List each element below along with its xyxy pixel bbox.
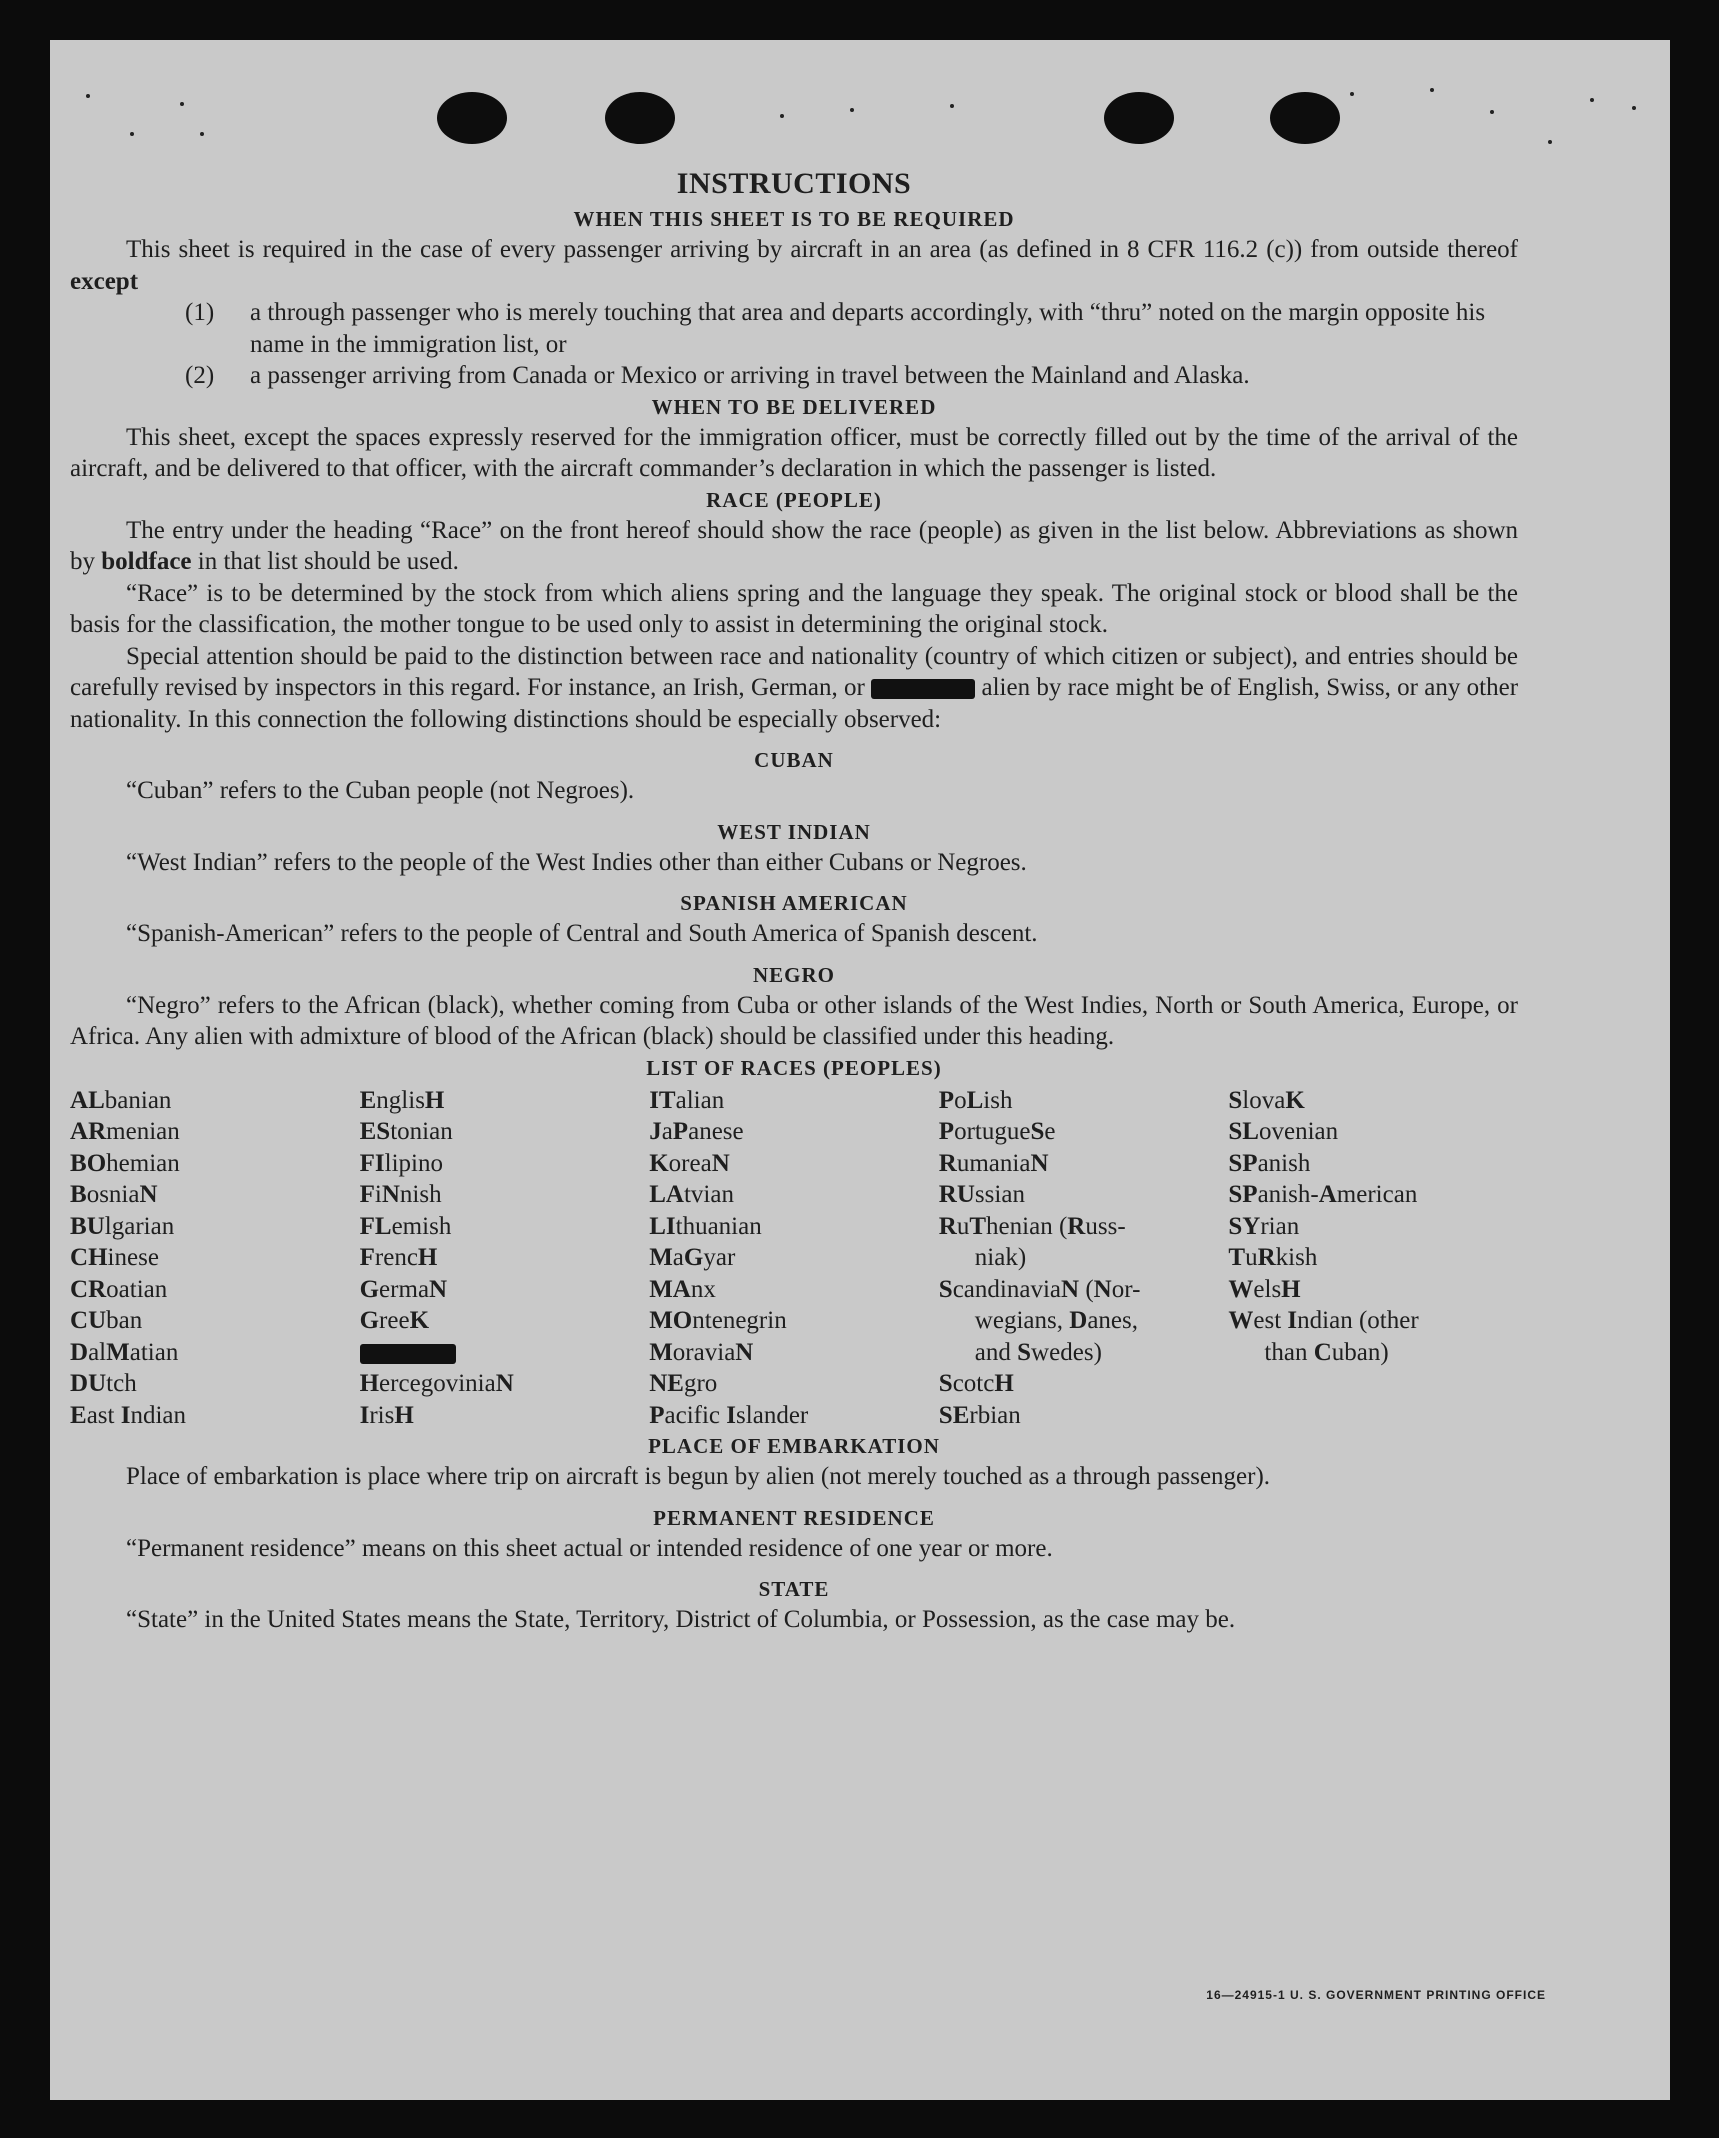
race-entry: wegians, Danes, [974,1307,1139,1334]
race-entry: BosniaN [70,1181,158,1208]
race-entry: BUlgarian [70,1212,175,1240]
race-entry: ALbanian [70,1086,172,1114]
race-entry: ScotcH [938,1370,1014,1397]
race-entry: West Indian (other [1228,1307,1419,1334]
race-entry: CHinese [70,1244,159,1271]
page-title: INSTRUCTIONS [676,167,912,200]
section-heading: NEGRO [752,962,835,987]
race-entry: ARmenian [70,1118,180,1145]
paragraph: “Cuban” refers to the Cuban people (not Negroes). [126,777,635,804]
race-entry: SPanish-American [1228,1181,1418,1208]
section-heading: WHEN THIS SHEET IS TO BE REQUIRED [573,207,1015,231]
section-heading: STATE [758,1577,830,1601]
section-heading: CUBAN [754,748,834,772]
race-entry: SPanish [1228,1149,1311,1177]
paragraph: “Spanish-American” refers to the people of Central and South America of Spanish descent. [126,920,1038,947]
race-entry: GermaN [359,1275,448,1303]
race-entry: CUban [70,1307,143,1334]
paragraph: “Permanent residence” means on this sheet actual or intended residence of one year or more. [126,1534,1053,1562]
race-entry: RUssian [938,1181,1025,1208]
punch-hole [1104,92,1174,144]
redaction-mark [871,679,975,699]
race-entry: East Indian [70,1401,187,1429]
race-entry: SLovenian [1228,1118,1339,1145]
race-entry: KoreaN [649,1149,730,1177]
race-entry: LAtvian [649,1181,734,1208]
list-item: (1) a through passenger who is merely touching that area and departs accordingly, with “thru” noted on the margin opposite his name in the immigration list, or [185,299,1486,358]
section-heading: RACE (PEOPLE) [706,487,882,512]
race-entry: FiNnish [359,1181,442,1208]
punch-hole [605,92,675,144]
race-entry: FLemish [359,1212,452,1240]
race-entry: DalMatian [70,1338,179,1366]
punch-hole [1270,92,1340,144]
race-entry: MOntenegrin [649,1307,787,1334]
race-entry: niak) [974,1244,1027,1271]
race-entry: RuThenian (Russ- [938,1212,1126,1240]
section-heading: WHEN TO BE DELIVERED [651,394,937,419]
section-heading: LIST OF RACES (PEOPLES) [646,1055,942,1080]
race-entry: SlovaK [1228,1086,1305,1114]
race-entry: FIlipino [359,1149,443,1177]
race-entry: GreeK [359,1307,430,1334]
paragraph: “Race” is to be determined by the stock from which aliens spring and the language they speak. The original stock or blood shall be the basis for the classification, the mother tongue to be used only to assist in determining the original stock. [70,579,1518,638]
document-page [50,40,1670,2100]
race-entry: RumaniaN [938,1149,1049,1177]
race-entry: SYrian [1228,1212,1300,1240]
race-entry: SErbian [938,1401,1021,1429]
race-entry: NEgro [649,1370,718,1397]
race-entry: FrencH [359,1244,438,1271]
paragraph: Place of embarkation is place where trip on aircraft is begun by alien (not merely touched as a through passenger). [126,1463,1271,1490]
section-heading: PLACE OF EMBARKATION [648,1434,940,1458]
race-entry: MAnx [649,1275,716,1303]
race-entry: CRoatian [70,1275,168,1303]
paragraph: This sheet is required in the case of every passenger arriving by aircraft in an area (as defined in 8 CFR 116.2 (c)) from outside thereof except [70,236,1518,295]
race-column [649,1085,939,1432]
race-entry: than Cuban) [1264,1338,1389,1366]
race-entry: DUtch [70,1370,137,1397]
race-entry: Pacific Islander [649,1401,809,1429]
section-heading: PERMANENT RESIDENCE [653,1505,935,1530]
redaction-mark [360,1344,456,1364]
race-entry: WelsH [1228,1275,1301,1303]
race-entry: PoLish [938,1086,1013,1114]
list-item: (2) a passenger arriving from Canada or Mexico or arriving in travel between the Mainland and Alaska. [185,362,1250,389]
paragraph: Special attention should be paid to the distinction between race and nationality (country of which citizen or subject), and entries should be carefully revised by inspectors in this regard. For instance, an Irish, German, or alien by race might be of English, Swiss, or any other nationality. In this connection the following distinctions should be especially observed: [70,642,1519,733]
race-entry: EnglisH [359,1086,445,1114]
race-entry: IrisH [359,1401,414,1429]
paragraph: “State” in the United States means the State, Territory, District of Columbia, or Possession, as the case may be. [126,1606,1236,1633]
race-entry: TuRkish [1228,1244,1318,1271]
paragraph: The entry under the heading “Race” on the front hereof should show the race (people) as given in the list below. Abbreviations as shown by boldface in that list should be used. [70,516,1518,575]
race-entry: EStonian [359,1118,453,1145]
paragraph: This sheet, except the spaces expressly reserved for the immigration officer, must be correctly filled out by the time of the arrival of the aircraft, and be delivered to that officer, with the aircraft commander’s declaration in which the passenger is listed. [70,423,1518,482]
race-entry: MoraviaN [649,1338,754,1366]
race-entry: JaPanese [649,1118,744,1145]
paragraph: “West Indian” refers to the people of the West Indies other than either Cubans or Negroes. [126,848,1027,876]
section-heading: WEST INDIAN [717,819,871,844]
race-entry: BOhemian [70,1149,180,1177]
race-entry: ITalian [649,1086,725,1114]
race-column [939,1085,1229,1432]
race-column [1228,1085,1518,1432]
race-entry: MaGyar [649,1244,736,1271]
section-heading: SPANISH AMERICAN [680,891,908,915]
punch-hole [437,92,507,144]
race-entry: PortugueSe [938,1118,1056,1145]
instructions-body [70,164,1518,1636]
race-list [70,1085,1518,1432]
race-column [70,1085,360,1432]
race-entry: and Swedes) [974,1338,1102,1366]
race-column [360,1085,650,1432]
race-entry: HercegoviniaN [359,1370,514,1397]
race-entry-redacted [360,1337,650,1369]
form-code: 16—24915-1 U. S. GOVERNMENT PRINTING OFFICE [1206,1988,1546,2002]
race-entry: LIthuanian [649,1212,762,1240]
paragraph: “Negro” refers to the African (black), whether coming from Cuba or other islands of the West Indies, North or South America, Europe, or Africa. Any alien with admixture of blood of the African (black) should be classified under this heading. [70,991,1518,1050]
race-entry: ScandinaviaN (Nor- [938,1275,1141,1303]
